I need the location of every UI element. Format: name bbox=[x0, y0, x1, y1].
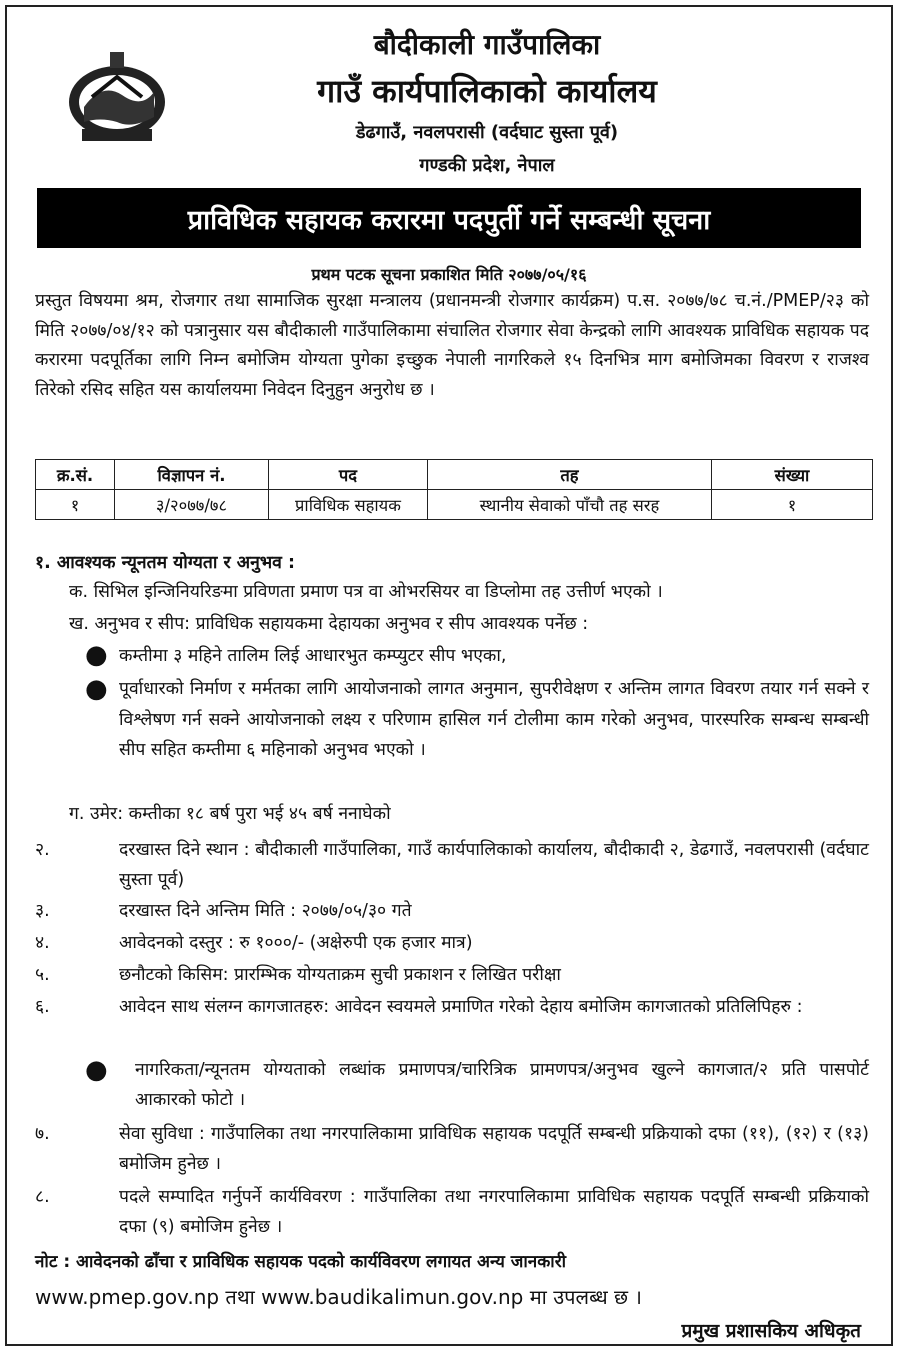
section-1-bullet-1: कम्तीमा ३ महिने तालिम लिई आधारभुत कम्प्युटर सीप भएका, bbox=[119, 646, 507, 666]
office-province: गण्डकी प्रदेश, नेपाल bbox=[419, 155, 555, 176]
table-cell: १ bbox=[36, 490, 115, 520]
section-2: दरखास्त दिने स्थान : बौदीकाली गाउँपालिका, गाउँ कार्यपालिकाको कार्यालय, बौदीकादी २, डेढगाउँ, नवलपरासी (वर्दघाट सुस्ता पूर्व) bbox=[119, 840, 869, 890]
column-header: क्र.सं. bbox=[36, 460, 115, 490]
nepal-emblem-icon bbox=[62, 47, 192, 147]
note-text: नोट : आवेदनको ढाँचा र प्राविधिक सहायक पदको कार्यविवरण लगायत अन्य जानकारी bbox=[35, 1252, 567, 1272]
bullet-icon: ● bbox=[85, 640, 108, 670]
publication-date: प्रथम पटक सूचना प्रकाशित मिति २०७७/०५/१६ bbox=[311, 265, 587, 284]
notice-title: प्राविधिक सहायक करारमा पदपुर्ती गर्ने सम्बन्धी सूचना bbox=[37, 188, 861, 248]
table-cell: १ bbox=[712, 490, 873, 520]
table-row bbox=[36, 490, 873, 520]
column-header: विज्ञापन नं. bbox=[115, 460, 269, 490]
office-address: डेढगाउँ, नवलपरासी (वर्दघाट सुस्ता पूर्व) bbox=[355, 122, 619, 143]
section-number: ४. bbox=[35, 933, 50, 953]
section-number: ७. bbox=[35, 1124, 50, 1144]
notice-page bbox=[5, 5, 893, 1346]
section-number: ५. bbox=[35, 965, 50, 985]
column-header: संख्या bbox=[712, 460, 873, 490]
section-1-title: १. आवश्यक न्यूनतम योग्यता र अनुभव : bbox=[35, 553, 295, 573]
section-6-bullet-1: नागरिकता/न्यूनतम योग्यताको लब्धांक प्रमाणपत्र/चारित्रिक प्रामणपत्र/अनुभव खुल्ने कागजात/२ प्रति पासपोर्ट आकारको फोटो । bbox=[135, 1060, 869, 1110]
website-links: www.pmep.gov.np तथा www.baudikalimun.gov.np मा उपलब्ध छ । bbox=[35, 1285, 642, 1309]
intro-paragraph: प्रस्तुत विषयमा श्रम, रोजगार तथा सामाजिक सुरक्षा मन्त्रालय (प्रधानमन्त्री रोजगार कार्यक्रम) प.स. २०७७/७८ च.नं./PMEP/२३ को मिति २०७७/०४/१२ को पत्रानुसार यस बौदीकाली गाउँपालिकामा संचालित रोजगार सेवा केन्द्रको लागि आवश्यक प्राविधिक सहायक पद करारमा पदपूर्तिका लागि निम्न बमोजिम योग्यता पुगेका इच्छुक नेपाली नागरिकले १५ दिनभित्र माग बमोजिमका विवरण र राजश्व तिरेको रसिद सहित यस कार्यालयमा निवेदन दिनुहुन अनुरोध छ । bbox=[35, 291, 869, 400]
section-number: ६. bbox=[35, 997, 50, 1017]
bullet-icon: ● bbox=[85, 1055, 108, 1085]
section-number: २. bbox=[35, 840, 50, 860]
column-header: तह bbox=[428, 460, 712, 490]
table-cell: ३/२०७७/७८ bbox=[115, 490, 269, 520]
section-1-ga: ग. उमेर: कम्तीका १८ बर्ष पुरा भई ४५ बर्ष ननाघेको bbox=[69, 804, 391, 824]
section-1-ka: क. सिभिल इन्जिनियरिङमा प्रविणता प्रमाण पत्र वा ओभरसियर वा डिप्लोमा तह उत्तीर्ण भएको । bbox=[69, 582, 663, 602]
table-cell: प्राविधिक सहायक bbox=[269, 490, 428, 520]
section-6: आवेदन साथ संलग्न कागजातहरु: आवेदन स्वयमले प्रमाणित गरेको देहाय बमोजिम कागजातको प्रतिलिपिहरु : bbox=[119, 997, 803, 1017]
section-1-kha: ख. अनुभव र सीप: प्राविधिक सहायकमा देहायका अनुभव र सीप आवश्यक पर्नेछ : bbox=[69, 614, 589, 634]
section-8: पदले सम्पादित गर्नुपर्ने कार्यविवरण : गाउँपालिका तथा नगरपालिकामा प्राविधिक सहायक पदपूर्ति सम्बन्धी प्रक्रियाको दफा (९) बमोजिम हुनेछ । bbox=[119, 1187, 869, 1237]
vacancy-table bbox=[35, 459, 873, 520]
section-4: आवेदनको दस्तुर : रु १०००/- (अक्षेरुपी एक हजार मात्र) bbox=[119, 933, 473, 953]
office-name: बौदीकाली गाउँपालिका bbox=[373, 28, 601, 61]
section-7: सेवा सुविधा : गाउँपालिका तथा नगरपालिकामा प्राविधिक सहायक पदपूर्ति सम्बन्धी प्रक्रियाको दफा (११), (१२) र (१३) बमोजिम हुनेछ । bbox=[119, 1124, 869, 1174]
office-subname: गाउँ कार्यपालिकाको कार्यालय bbox=[317, 72, 657, 110]
section-3: दरखास्त दिने अन्तिम मिति : २०७७/०५/३० गते bbox=[119, 901, 412, 921]
section-number: ८. bbox=[35, 1187, 50, 1207]
column-header: पद bbox=[269, 460, 428, 490]
section-number: ३. bbox=[35, 901, 50, 921]
section-5: छनौटको किसिम: प्रारम्भिक योग्यताक्रम सुची प्रकाशन र लिखित परीक्षा bbox=[119, 965, 561, 985]
table-cell: स्थानीय सेवाको पाँचौ तह सरह bbox=[428, 490, 712, 520]
signature-title: प्रमुख प्रशासकिय अधिकृत bbox=[681, 1320, 861, 1342]
section-1-bullet-2: पूर्वाधारको निर्माण र मर्मतका लागि आयोजनाको लागत अनुमान, सुपरीवेक्षण र अन्तिम लागत विवरण तयार गर्न सक्ने र विश्लेषण गर्न सक्ने आयोजनाको लक्ष्य र परिणाम हासिल गर्न टोलीमा काम गरेको अनुभव, पारस्परिक सम्बन्ध सम्बन्धी सीप सहित कम्तीमा ६ महिनाको अनुभव भएको । bbox=[119, 679, 869, 760]
table-header-row bbox=[36, 460, 873, 490]
bullet-icon: ● bbox=[85, 674, 108, 704]
